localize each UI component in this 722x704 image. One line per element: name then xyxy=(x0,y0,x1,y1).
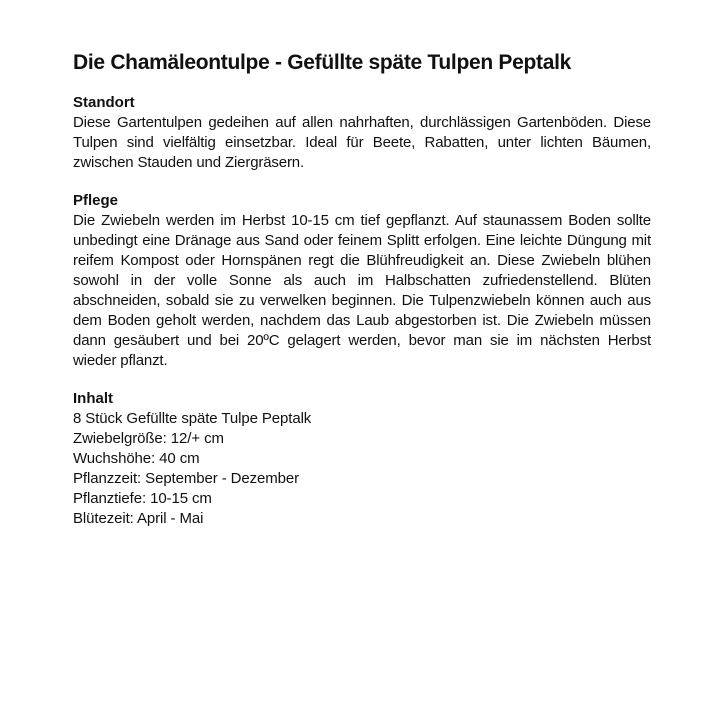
list-item: Zwiebelgröße: 12/+ cm xyxy=(73,430,224,447)
section-standort xyxy=(73,93,651,173)
list-item: Wuchshöhe: 40 cm xyxy=(73,450,200,467)
list-item: Pflanztiefe: 10-15 cm xyxy=(73,490,212,507)
section-heading-standort: Standort xyxy=(73,94,135,111)
section-pflege xyxy=(73,191,651,371)
contents-list xyxy=(73,409,651,529)
section-text-standort: Diese Gartentulpen gedeihen auf allen nahrhaften, durchlässigen Gartenböden. Diese Tulpen sind vielfältig einsetzbar. Ideal für Beete, Rabatten, unter lichten Bäumen, zwischen Stauden und Ziergräsern. xyxy=(73,114,651,171)
section-heading-pflege: Pflege xyxy=(73,192,119,209)
list-item: Pflanzzeit: September - Dezember xyxy=(73,470,300,487)
list-item: Blütezeit: April - Mai xyxy=(73,510,204,527)
product-description xyxy=(73,48,651,547)
page-title: Die Chamäleontulpe - Gefüllte späte Tulpen Peptalk xyxy=(73,51,572,74)
list-item: 8 Stück Gefüllte späte Tulpe Peptalk xyxy=(73,410,312,427)
section-heading-inhalt: Inhalt xyxy=(73,390,113,407)
section-inhalt xyxy=(73,389,651,529)
section-text-pflege: Die Zwiebeln werden im Herbst 10-15 cm tief gepflanzt. Auf staunassem Boden sollte unbedingt eine Dränage aus Sand oder feinem Splitt erfolgen. Eine leichte Düngung mit reifem Kompost oder Hornspänen regt die Blühfreudigkeit an. Diese Zwiebeln blühen sowohl in der volle Sonne als auch im Halbschatten zufriedenstellend. Blüten abschneiden, sobald sie zu verwelken beginnen. Die Tulpenzwiebeln können auch aus dem Boden geholt werden, nachdem das Laub abgestorben ist. Die Zwiebeln müssen dann gesäubert und bei 20ºC gelagert werden, bevor man sie im nächsten Herbst wieder pflanzt. xyxy=(73,212,651,369)
